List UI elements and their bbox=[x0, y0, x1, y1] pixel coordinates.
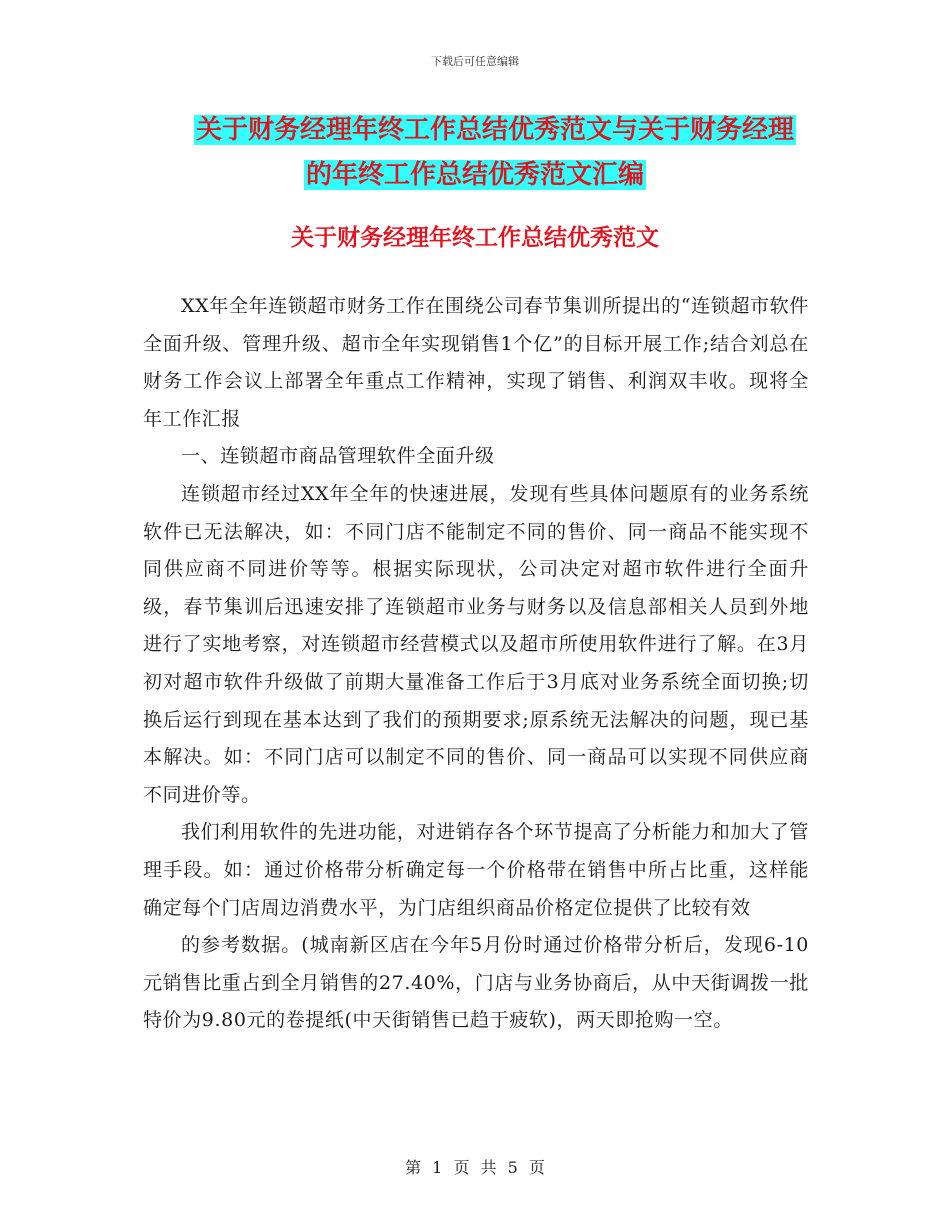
section-heading: 一、连锁超市商品管理软件全面升级 bbox=[181, 445, 495, 468]
document-body bbox=[143, 288, 809, 1040]
title-line-2: 的年终工作总结优秀范文汇编 bbox=[305, 160, 644, 190]
paragraph: 的参考数据。(城南新区店在今年5月份时通过价格带分析后，发现6-10元销售比重占到全月销售的27.40%，门店与业务协商后，从中天街调拨一批特价为9.80元的卷提纸(中天街销售已趋于疲软)，两天即抢购一空。 bbox=[143, 934, 809, 1032]
paragraph: XX年全年连锁超市财务工作在围绕公司春节集训所提出的“连锁超市软件全面升级、管理升级、超市全年实现销售1个亿”的目标开展工作;结合刘总在财务工作会议上部署全年重点工作精神，实现了销售、利润双丰收。现将全年工作汇报 bbox=[143, 295, 809, 430]
section-title: 关于财务经理年终工作总结优秀范文 bbox=[291, 225, 659, 251]
document-title bbox=[0, 108, 950, 198]
header-note: 下载后可任意编辑 bbox=[431, 55, 519, 68]
page-number: 第 1 页 共 5 页 bbox=[405, 1158, 545, 1177]
paragraph: 连锁超市经过XX年全年的快速进展，发现有些具体问题原有的业务系统软件已无法解决，如：不同门店不能制定不同的售价、同一商品不能实现不同供应商不同进价等等。根据实际现状，公司决定对超市软件进行全面升级，春节集训后迅速安排了连锁超市业务与财务以及信息部相关人员到外地进行了实地考察，对连锁超市经营模式以及超市所使用软件进行了解。在3月初对超市软件升级做了前期大量准备工作后于3月底对业务系统全面切换;切换后运行到现在基本达到了我们的预期要求;原系统无法解决的问题，现已基本解决。如：不同门店可以制定不同的售价、同一商品可以实现不同供应商不同进价等。 bbox=[143, 482, 809, 806]
title-line-1: 关于财务经理年终工作总结优秀范文与关于财务经理 bbox=[195, 115, 794, 145]
paragraph: 我们利用软件的先进功能，对进销存各个环节提高了分析能力和加大了管理手段。如：通过价格带分析确定每一个价格带在销售中所占比重，这样能确定每个门店周边消费水平，为门店组织商品价格定位提供了比较有效 bbox=[143, 821, 809, 919]
